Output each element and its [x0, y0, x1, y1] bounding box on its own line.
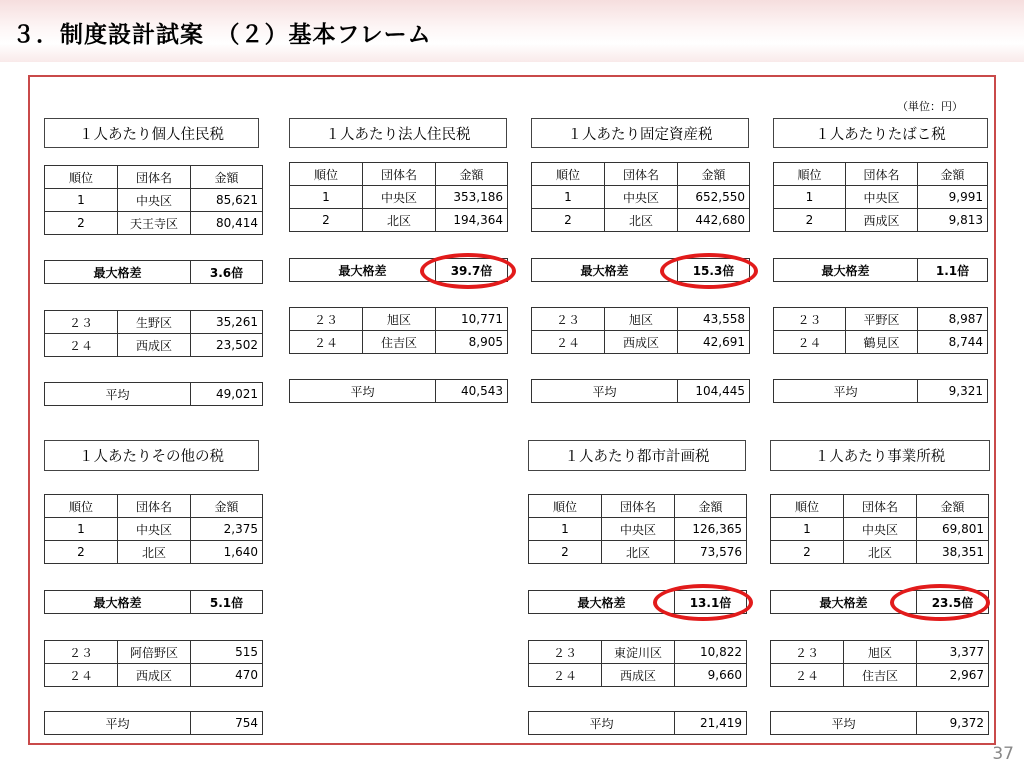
max-gap-value: 23.5倍: [917, 591, 989, 614]
amount-cell: 470: [191, 664, 263, 687]
unit-note: （単位：円）: [897, 100, 963, 113]
max-gap-table: [44, 260, 263, 284]
average-label: 平均: [774, 380, 918, 403]
rank-cell: ２４: [532, 331, 605, 354]
average-table: [531, 379, 750, 403]
highlight-ring-city-planning: [653, 584, 753, 621]
average-value: 49,021: [191, 383, 263, 406]
average-row: [774, 380, 988, 403]
column-header-rank: 順位: [774, 163, 846, 186]
average-label: 平均: [771, 712, 917, 735]
amount-cell: 2,967: [917, 664, 989, 687]
group-cell: 北区: [605, 209, 678, 232]
amount-cell: 8,905: [436, 331, 508, 354]
rank-cell: 2: [532, 209, 605, 232]
highlight-ring-business-office: [890, 584, 990, 621]
highlight-ring-fixed-asset: [660, 253, 758, 289]
average-label: 平均: [529, 712, 675, 735]
column-header-amount: 金額: [678, 163, 750, 186]
table-row: [774, 331, 988, 354]
amount-cell: 43,558: [678, 308, 750, 331]
group-cell: 北区: [118, 541, 191, 564]
average-value: 9,372: [917, 712, 989, 735]
table-header-row: [45, 495, 263, 518]
group-cell: 西成区: [846, 209, 918, 232]
average-table: [773, 379, 988, 403]
bottom-ranking-table: [770, 640, 989, 687]
table-row: [532, 308, 750, 331]
column-header-amount: 金額: [191, 495, 263, 518]
max-gap-label: 最大格差: [529, 591, 675, 614]
average-value: 21,419: [675, 712, 747, 735]
max-gap-table: [773, 258, 988, 282]
table-row: [529, 664, 747, 687]
max-gap-value: 3.6倍: [191, 261, 263, 284]
average-row: [45, 712, 263, 735]
column-header-amount: 金額: [918, 163, 988, 186]
amount-cell: 353,186: [436, 186, 508, 209]
average-label: 平均: [45, 712, 191, 735]
section-title: １人あたり法人住民税: [289, 118, 507, 148]
max-gap-value: 5.1倍: [191, 591, 263, 614]
amount-cell: 8,744: [918, 331, 988, 354]
column-header-group: 団体名: [844, 495, 917, 518]
group-cell: 鶴見区: [846, 331, 918, 354]
column-header-amount: 金額: [436, 163, 508, 186]
table-row: [45, 189, 263, 212]
average-value: 9,321: [918, 380, 988, 403]
average-label: 平均: [45, 383, 191, 406]
amount-cell: 1,640: [191, 541, 263, 564]
average-label: 平均: [532, 380, 678, 403]
average-row: [290, 380, 508, 403]
column-header-amount: 金額: [917, 495, 989, 518]
rank-cell: 1: [45, 189, 118, 212]
table-header-row: [290, 163, 508, 186]
table-row: [290, 209, 508, 232]
max-gap-label: 最大格差: [45, 591, 191, 614]
rank-cell: ２４: [529, 664, 602, 687]
max-gap-row: [774, 259, 988, 282]
average-table: [289, 379, 508, 403]
group-cell: 北区: [363, 209, 436, 232]
table-row: [774, 186, 988, 209]
table-row: [45, 541, 263, 564]
table-row: [529, 641, 747, 664]
rank-cell: ２４: [290, 331, 363, 354]
amount-cell: 194,364: [436, 209, 508, 232]
column-header-group: 団体名: [602, 495, 675, 518]
group-cell: 東淀川区: [602, 641, 675, 664]
table-row: [771, 518, 989, 541]
amount-cell: 69,801: [917, 518, 989, 541]
average-value: 104,445: [678, 380, 750, 403]
rank-cell: ２３: [45, 641, 118, 664]
group-cell: 生野区: [118, 311, 191, 334]
table-header-row: [771, 495, 989, 518]
average-value: 40,543: [436, 380, 508, 403]
group-cell: 阿倍野区: [118, 641, 191, 664]
max-gap-value: 15.3倍: [678, 259, 750, 282]
max-gap-label: 最大格差: [45, 261, 191, 284]
amount-cell: 8,987: [918, 308, 988, 331]
group-cell: 中央区: [118, 518, 191, 541]
amount-cell: 9,813: [918, 209, 988, 232]
table-row: [45, 311, 263, 334]
group-cell: 西成区: [118, 664, 191, 687]
top-ranking-table: [770, 494, 989, 564]
bottom-ranking-table: [773, 307, 988, 354]
column-header-rank: 順位: [45, 166, 118, 189]
amount-cell: 9,991: [918, 186, 988, 209]
table-header-row: [45, 166, 263, 189]
rank-cell: 1: [529, 518, 602, 541]
amount-cell: 80,414: [191, 212, 263, 235]
table-row: [290, 186, 508, 209]
group-cell: 北区: [844, 541, 917, 564]
table-row: [774, 308, 988, 331]
rank-cell: ２４: [45, 664, 118, 687]
top-ranking-table: [44, 494, 263, 564]
bottom-ranking-table: [44, 640, 263, 687]
average-row: [532, 380, 750, 403]
amount-cell: 442,680: [678, 209, 750, 232]
group-cell: 中央区: [846, 186, 918, 209]
table-row: [771, 641, 989, 664]
column-header-rank: 順位: [290, 163, 363, 186]
column-header-group: 団体名: [846, 163, 918, 186]
group-cell: 天王寺区: [118, 212, 191, 235]
bottom-ranking-table: [289, 307, 508, 354]
page-number: 37: [992, 744, 1014, 764]
section-title: １人あたり個人住民税: [44, 118, 259, 148]
rank-cell: ２３: [45, 311, 118, 334]
average-row: [529, 712, 747, 735]
column-header-rank: 順位: [532, 163, 605, 186]
group-cell: 北区: [602, 541, 675, 564]
rank-cell: 2: [45, 541, 118, 564]
max-gap-row: [45, 261, 263, 284]
amount-cell: 35,261: [191, 311, 263, 334]
group-cell: 西成区: [118, 334, 191, 357]
top-ranking-table: [531, 162, 750, 232]
column-header-group: 団体名: [118, 166, 191, 189]
highlight-ring-corporate: [420, 253, 516, 289]
group-cell: 西成区: [605, 331, 678, 354]
average-table: [770, 711, 989, 735]
group-cell: 中央区: [605, 186, 678, 209]
rank-cell: 1: [45, 518, 118, 541]
table-row: [45, 664, 263, 687]
column-header-rank: 順位: [529, 495, 602, 518]
top-ranking-table: [289, 162, 508, 232]
average-table: [44, 711, 263, 735]
average-value: 754: [191, 712, 263, 735]
group-cell: 中央区: [118, 189, 191, 212]
top-ranking-table: [528, 494, 747, 564]
column-header-amount: 金額: [675, 495, 747, 518]
column-header-group: 団体名: [118, 495, 191, 518]
bottom-ranking-table: [44, 310, 263, 357]
table-row: [45, 641, 263, 664]
average-table: [44, 382, 263, 406]
group-cell: 西成区: [602, 664, 675, 687]
rank-cell: 1: [771, 518, 844, 541]
rank-cell: 1: [290, 186, 363, 209]
group-cell: 中央区: [844, 518, 917, 541]
top-ranking-table: [773, 162, 988, 232]
max-gap-value: 13.1倍: [675, 591, 747, 614]
rank-cell: 2: [290, 209, 363, 232]
amount-cell: 515: [191, 641, 263, 664]
amount-cell: 126,365: [675, 518, 747, 541]
max-gap-label: 最大格差: [774, 259, 918, 282]
page-title: ３．制度設計試案 （２）基本フレーム: [12, 22, 432, 48]
group-cell: 住吉区: [363, 331, 436, 354]
rank-cell: 2: [771, 541, 844, 564]
section-title: １人あたりたばこ税: [773, 118, 988, 148]
table-header-row: [529, 495, 747, 518]
section-title: １人あたりその他の税: [44, 440, 259, 471]
table-row: [532, 209, 750, 232]
max-gap-row: [45, 591, 263, 614]
table-row: [529, 518, 747, 541]
amount-cell: 9,660: [675, 664, 747, 687]
average-label: 平均: [290, 380, 436, 403]
table-row: [771, 664, 989, 687]
table-row: [774, 209, 988, 232]
column-header-rank: 順位: [45, 495, 118, 518]
group-cell: 旭区: [363, 308, 436, 331]
column-header-group: 団体名: [363, 163, 436, 186]
top-ranking-table: [44, 165, 263, 235]
table-row: [529, 541, 747, 564]
amount-cell: 10,771: [436, 308, 508, 331]
max-gap-label: 最大格差: [771, 591, 917, 614]
rank-cell: ２４: [774, 331, 846, 354]
bottom-ranking-table: [531, 307, 750, 354]
amount-cell: 85,621: [191, 189, 263, 212]
max-gap-table: [44, 590, 263, 614]
rank-cell: ２３: [532, 308, 605, 331]
amount-cell: 73,576: [675, 541, 747, 564]
amount-cell: 38,351: [917, 541, 989, 564]
table-header-row: [532, 163, 750, 186]
rank-cell: ２４: [45, 334, 118, 357]
rank-cell: ２３: [774, 308, 846, 331]
table-row: [290, 331, 508, 354]
group-cell: 旭区: [605, 308, 678, 331]
table-row: [532, 186, 750, 209]
rank-cell: 2: [529, 541, 602, 564]
amount-cell: 3,377: [917, 641, 989, 664]
table-row: [45, 212, 263, 235]
column-header-amount: 金額: [191, 166, 263, 189]
average-row: [45, 383, 263, 406]
average-table: [528, 711, 747, 735]
rank-cell: 2: [774, 209, 846, 232]
amount-cell: 2,375: [191, 518, 263, 541]
column-header-group: 団体名: [605, 163, 678, 186]
table-row: [771, 541, 989, 564]
rank-cell: 1: [532, 186, 605, 209]
average-row: [771, 712, 989, 735]
table-row: [532, 331, 750, 354]
amount-cell: 42,691: [678, 331, 750, 354]
group-cell: 中央区: [363, 186, 436, 209]
title-bar: [0, 0, 1024, 62]
group-cell: 住吉区: [844, 664, 917, 687]
rank-cell: ２３: [771, 641, 844, 664]
group-cell: 中央区: [602, 518, 675, 541]
group-cell: 旭区: [844, 641, 917, 664]
max-gap-value: 39.7倍: [436, 259, 508, 282]
section-title: １人あたり都市計画税: [528, 440, 746, 471]
section-title: １人あたり事業所税: [770, 440, 990, 471]
section-title: １人あたり固定資産税: [531, 118, 749, 148]
amount-cell: 652,550: [678, 186, 750, 209]
table-row: [290, 308, 508, 331]
rank-cell: ２３: [290, 308, 363, 331]
table-row: [45, 518, 263, 541]
amount-cell: 10,822: [675, 641, 747, 664]
rank-cell: 1: [774, 186, 846, 209]
rank-cell: 2: [45, 212, 118, 235]
max-gap-label: 最大格差: [532, 259, 678, 282]
column-header-rank: 順位: [771, 495, 844, 518]
rank-cell: ２４: [771, 664, 844, 687]
max-gap-label: 最大格差: [290, 259, 436, 282]
amount-cell: 23,502: [191, 334, 263, 357]
max-gap-value: 1.1倍: [918, 259, 988, 282]
table-row: [45, 334, 263, 357]
table-header-row: [774, 163, 988, 186]
bottom-ranking-table: [528, 640, 747, 687]
group-cell: 平野区: [846, 308, 918, 331]
rank-cell: ２３: [529, 641, 602, 664]
